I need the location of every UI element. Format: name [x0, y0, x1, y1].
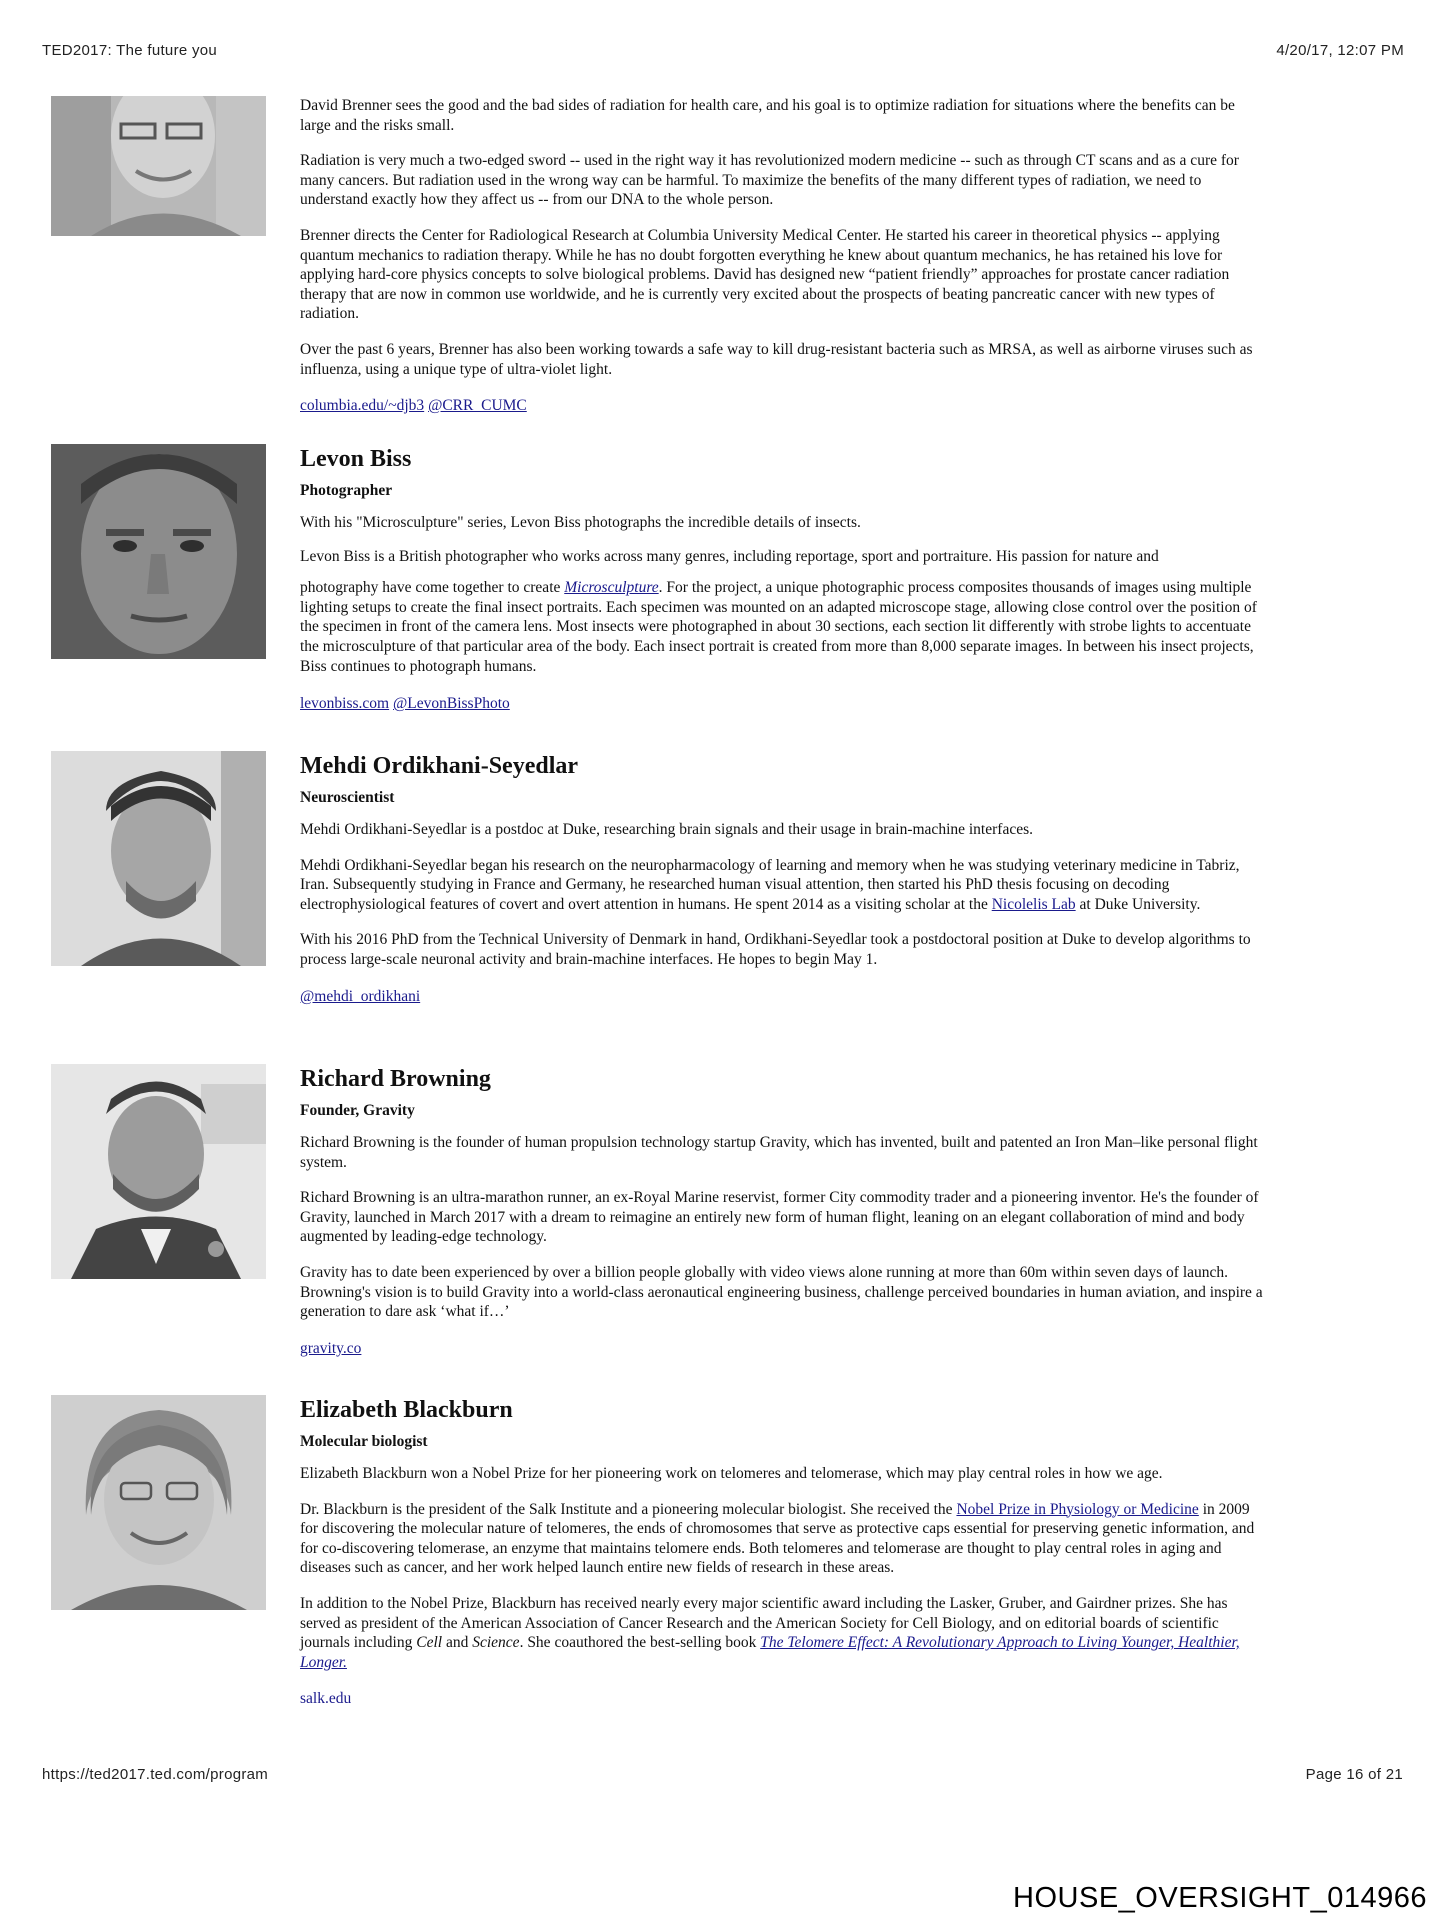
speaker-bio-browning [300, 1064, 1265, 1358]
speaker-name: Richard Browning [300, 1066, 491, 1092]
bio-text: In addition to the Nobel Prize, Blackburn has received nearly every major scientific award including the Lasker, Gruber, and Gairdner prizes. She has served as president of the American Association of Cancer Research and the American Society for Cell Biology, and on editorial boards of scientific journals including [300, 1594, 1228, 1652]
bio-summary: Elizabeth Blackburn won a Nobel Prize for her pioneering work on telomeres and telomerase, which may play central roles in how we age. [300, 1465, 1163, 1482]
speaker-role: Neuroscientist [300, 789, 395, 806]
bio-paragraph: Gravity has to date been experienced by over a billion people globally with video views alone running at more than 60m within seven days of launch. Browning's vision is to build Gravity into a world-class aeronautical engineering business, challenge perceived boundaries in human aviation, and inspire a generation to dare ask ‘what if…’ [300, 1263, 1263, 1321]
bio-paragraph: Levon Biss is a British photographer who works across many genres, including reportage, sport and portraiture. His passion for nature and [300, 547, 1159, 565]
speaker-photo-browning [51, 1064, 266, 1279]
link-twitter[interactable]: @mehdi_ordikhani [300, 987, 421, 1005]
link-twitter[interactable]: @LevonBissPhoto [393, 695, 510, 713]
link-twitter[interactable]: @CRR_CUMC [428, 397, 527, 415]
bio-paragraph: With his 2016 PhD from the Technical University of Denmark in hand, Ordikhani-Seyedlar took a postdoctoral position at Duke to develop algorithms to process large-scale neuronal activity and brain-machine interfaces. He hopes to begin May 1. [300, 931, 1251, 968]
link-website[interactable]: columbia.edu/~djb3 [300, 397, 425, 415]
link-nobel-prize[interactable]: Nobel Prize in Physiology or Medicine [956, 1500, 1199, 1518]
speaker-bio-brenner [300, 96, 1265, 416]
speaker-name: Elizabeth Blackburn [300, 1397, 513, 1423]
bio-text: photography have come together to create [300, 579, 565, 597]
speaker-photo-blackburn [51, 1395, 266, 1610]
bio-paragraph [300, 856, 1265, 915]
link-website[interactable]: gravity.co [300, 1339, 362, 1357]
page-header-datetime: 4/20/17, 12:07 PM [1276, 42, 1404, 59]
bio-summary: With his "Microsculpture" series, Levon Biss photographs the incredible details of insects. [300, 514, 861, 531]
bio-paragraph: Richard Browning is an ultra-marathon runner, an ex-Royal Marine reservist, former City commodity trader and a pioneering inventor. He's the founder of Gravity, launched in March 2017 with a dream to reimagine an entirely new form of human flight, leaning on an elegant collaboration of mind and body augmented by leading-edge technology. [300, 1189, 1259, 1246]
speaker-name: Levon Biss [300, 446, 412, 472]
bio-paragraph: Over the past 6 years, Brenner has also been working towards a safe way to kill drug-resistant bacteria such as MRSA, as well as airborne viruses such as influenza, using a unique type of ultra-violet light. [300, 340, 1253, 378]
link-book[interactable]: The Telomere Effect: A Revolutionary Approach to Living Younger, Healthier, Longer. [300, 1634, 1240, 1671]
bio-paragraph [300, 578, 1265, 676]
bio-summary: Richard Browning is the founder of human propulsion technology startup Gravity, which has invented, built and patented an Iron Man–like personal flight system. [300, 1134, 1258, 1171]
bio-text: at Duke University. [1075, 895, 1201, 913]
page-header-title: TED2017: The future you [42, 42, 218, 59]
bio-paragraph: David Brenner sees the good and the bad sides of radiation for health care, and his goal is to optimize radiation for situations where the benefits can be large and the risks small. [300, 97, 1235, 134]
page-footer-url: https://ted2017.ted.com/program [42, 1766, 269, 1783]
speaker-bio-blackburn [300, 1395, 1265, 1709]
bio-paragraph: Radiation is very much a two-edged sword -- used in the right way it has revolutionized modern medicine -- such as through CT scans and as a cure for many cancers. But radiation used in the wrong way can be harmful. To maximize the benefits of the many different types of radiation, we need to understand exactly how they affect us -- from our DNA to the whole person. [300, 152, 1239, 209]
speaker-role: Photographer [300, 482, 393, 499]
speaker-photo-biss [51, 444, 266, 659]
journal-name: Science [472, 1634, 520, 1652]
speaker-role: Founder, Gravity [300, 1102, 415, 1119]
speaker-role: Molecular biologist [300, 1433, 428, 1450]
bio-text: . She coauthored the best-selling book [519, 1634, 761, 1652]
speaker-links [300, 1339, 1265, 1359]
speaker-links [300, 396, 1265, 416]
speaker-links [300, 1689, 1265, 1709]
bio-paragraph [300, 1500, 1265, 1578]
bio-text: and [442, 1634, 473, 1652]
link-website[interactable]: levonbiss.com [300, 695, 390, 713]
speaker-bio-biss [300, 444, 1265, 714]
bio-summary: Mehdi Ordikhani-Seyedlar is a postdoc at Duke, researching brain signals and their usage in brain-machine interfaces. [300, 821, 1033, 838]
bio-text: Dr. Blackburn is the president of the Salk Institute and a pioneering molecular biologist. She received the [300, 1500, 957, 1518]
bio-text: Mehdi Ordikhani-Seyedlar began his research on the neuropharmacology of learning and memory when he was studying veterinary medicine in Tabriz, Iran. Subsequently studying in France and Germany, he researched human visual attention, then started his PhD thesis focusing on decoding electrophysiological features of covert and overt attention in humans. He spent 2014 as a visiting scholar at the [300, 856, 1240, 913]
page-footer-pagenum: Page 16 of 21 [1305, 1766, 1403, 1783]
bio-paragraph [300, 1594, 1265, 1672]
speaker-photo-brenner [51, 96, 266, 236]
link-nicolelis-lab[interactable]: Nicolelis Lab [991, 895, 1076, 913]
bio-text: . For the project, a unique photographic process composites thousands of images using multiple lighting setups to create the final insect portraits. Each specimen was mounted on an adapted microscope stage, allowing close control over the position of the specimen in front of the camera lens. Most insects were photographed in about 30 sections, each section lit differently with strobe lights to accentuate the microsculpture of that particular area of the body. Each insect portrait is created from more than 8,000 separate images. In between his insect projects, Biss continues to photograph humans. [300, 579, 1257, 675]
link-microsculpture[interactable]: Microsculpture [564, 579, 659, 597]
bio-text: in 2009 for discovering the molecular nature of telomeres, the ends of chromosomes that serve as protective caps essential for preserving genetic information, and for co-discovering telomerase, an enzyme that maintains telomere ends. Both telomeres and telomerase are thought to play central roles in aging and diseases such as cancer, and her work helped launch entire new fields of research in these areas. [300, 1500, 1255, 1577]
speaker-photo-ordikhani [51, 751, 266, 966]
speaker-bio-ordikhani [300, 751, 1265, 1006]
speaker-links [300, 694, 1265, 714]
speaker-name: Mehdi Ordikhani-Seyedlar [300, 753, 579, 779]
speaker-links [300, 987, 1265, 1007]
document-id-watermark: HOUSE_OVERSIGHT_014966 [1013, 1882, 1427, 1914]
link-website[interactable]: salk.edu [300, 1690, 352, 1708]
bio-paragraph: Brenner directs the Center for Radiological Research at Columbia University Medical Center. He started his career in theoretical physics -- applying quantum mechanics to radiation therapy. While he has no doubt forgotten everything he knew about quantum mechanics, he has retained his love for applying hard-core physics concepts to solve biological problems. David has designed new “patient friendly” approaches for prostate cancer radiation therapy that are now in common use worldwide, and he is currently very excited about the prospects of beating pancreatic cancer with new types of radiation. [300, 226, 1230, 323]
journal-name: Cell [416, 1634, 443, 1652]
